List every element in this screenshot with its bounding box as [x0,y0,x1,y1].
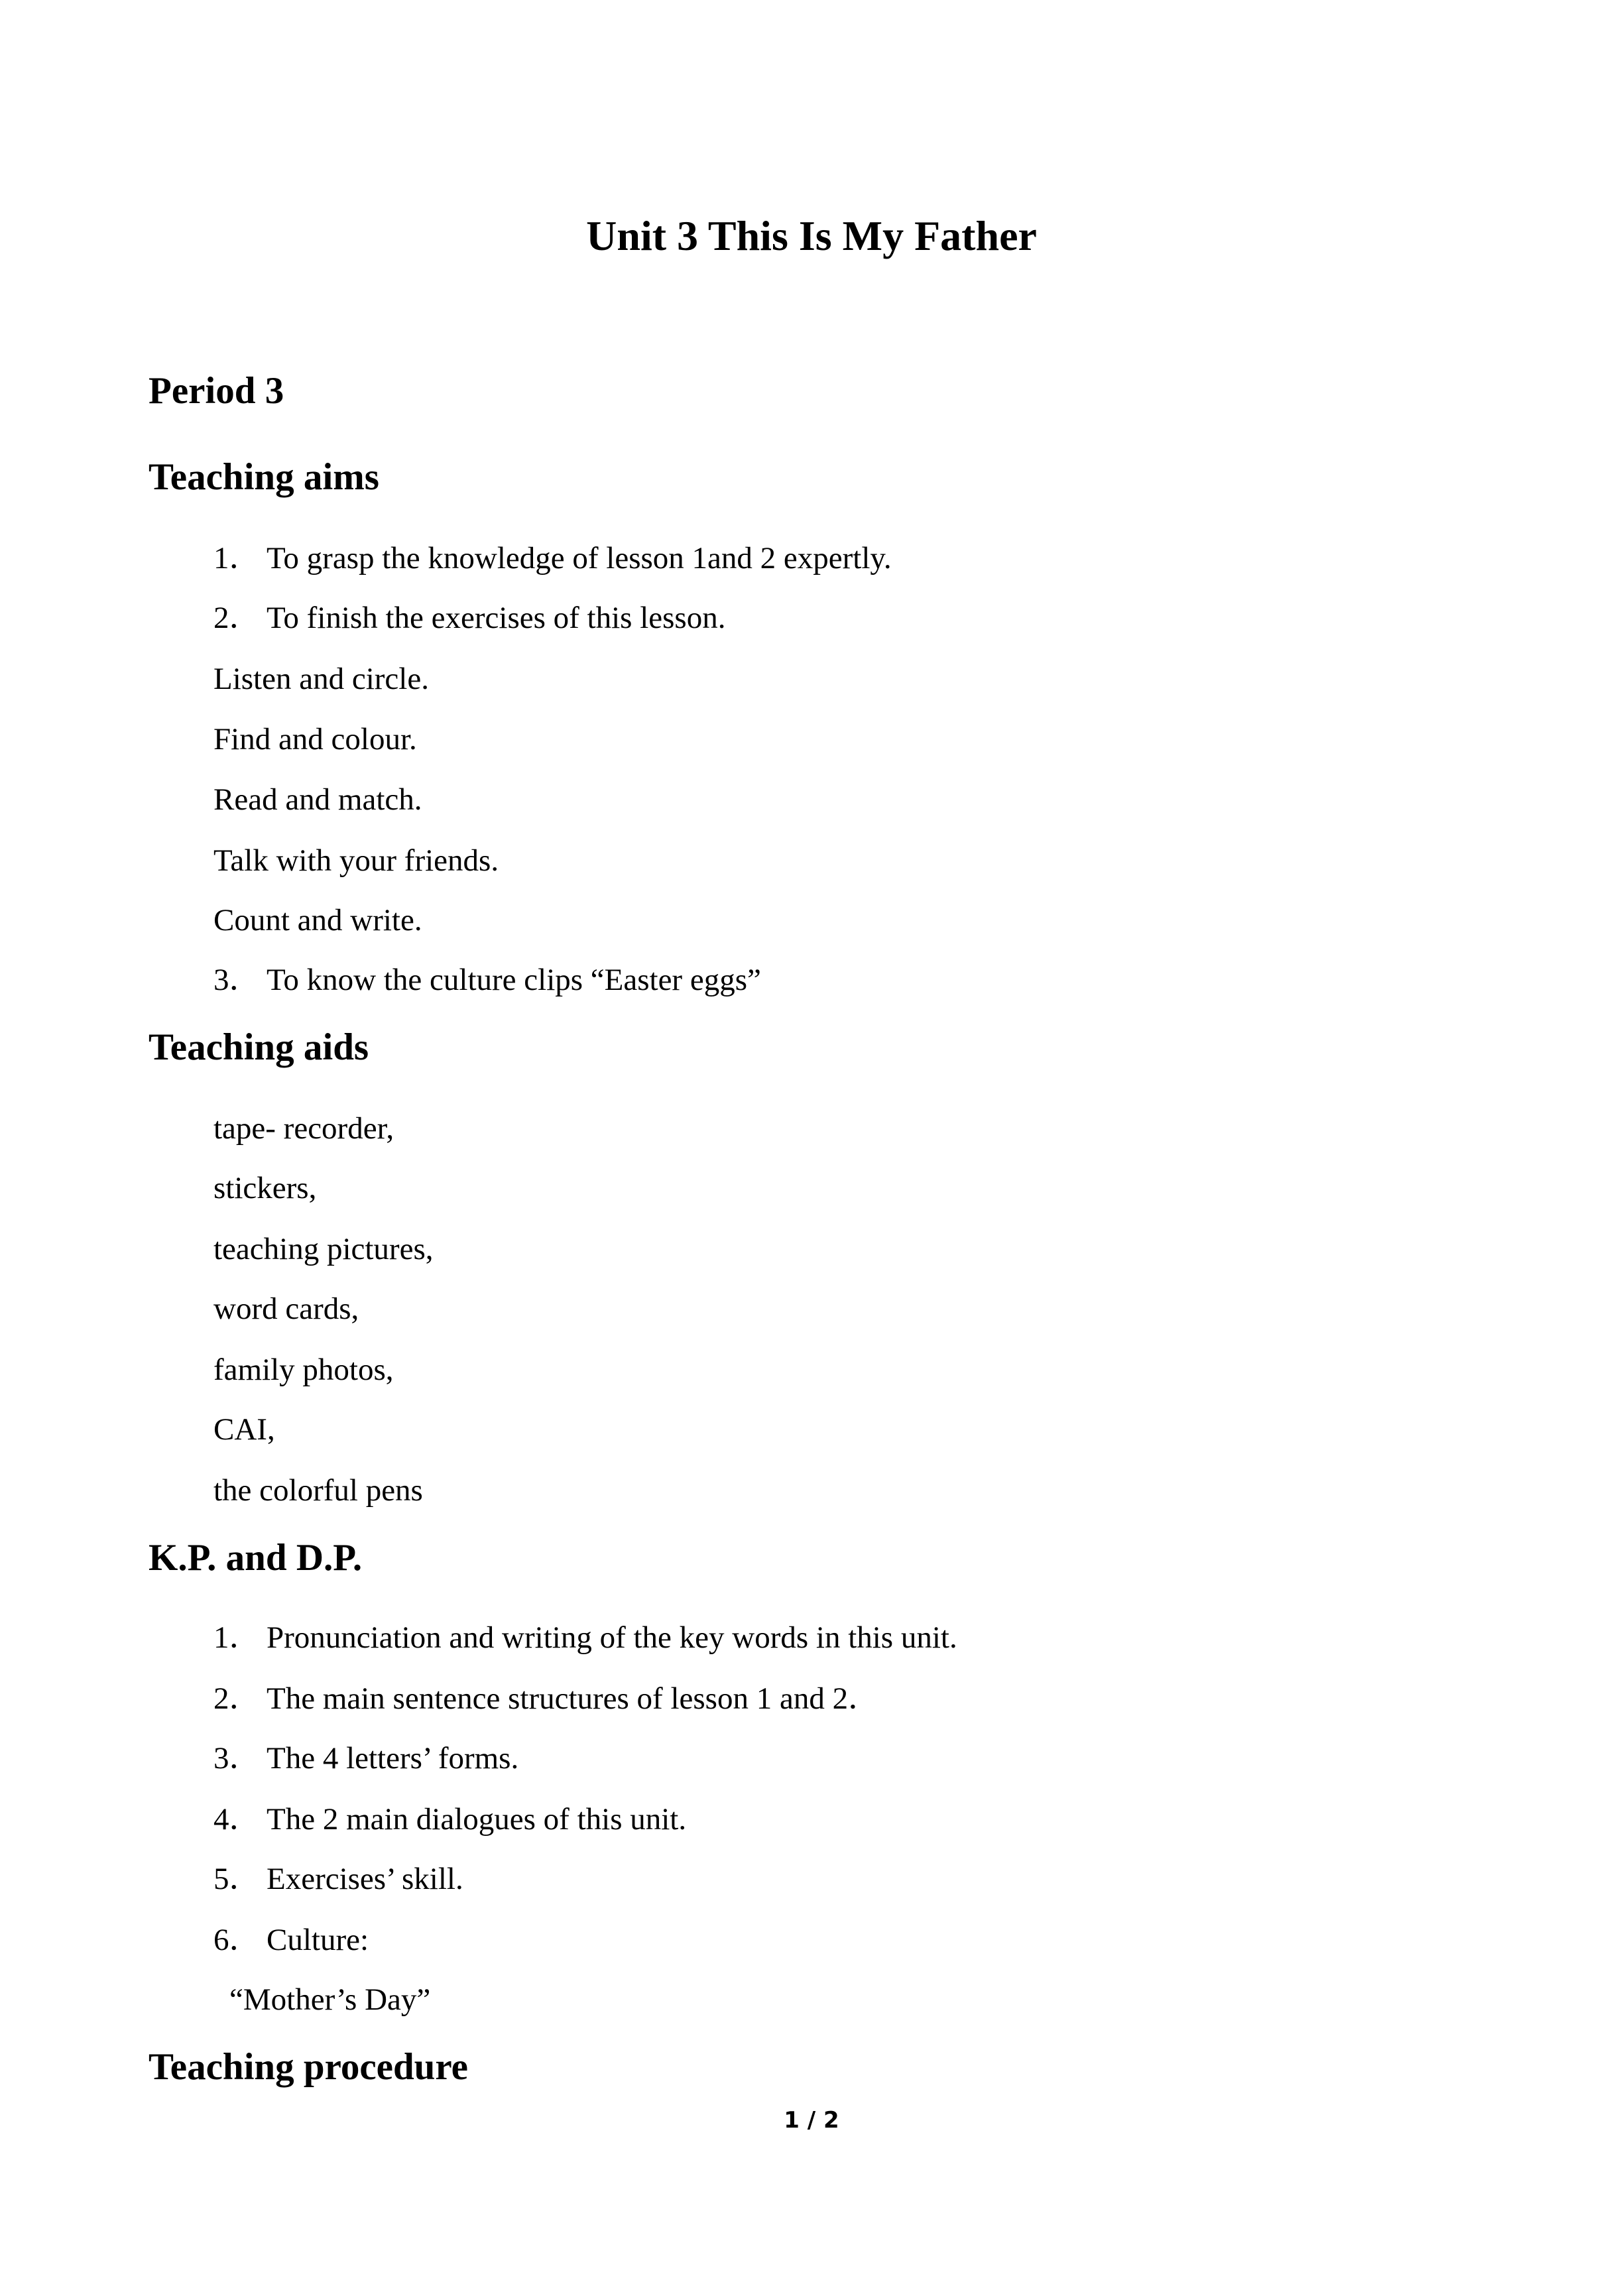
kp-item-number: 5． [213,1862,261,1896]
aims-item-text: To grasp the knowledge of lesson 1and 2 expertly. [267,541,892,575]
teaching-aims-heading: Teaching aims [149,456,379,498]
kp-item-number: 4． [213,1802,261,1837]
aims-item [213,540,892,577]
kp-item-text: The main sentence structures of lesson 1 and 2． [267,1681,880,1716]
page-title: Unit 3 This Is My Father [586,212,1037,259]
kp-item-number: 3． [213,1741,261,1776]
aids-item: family photos, [213,1353,394,1387]
kp-dp-heading: K.P. and D.P. [149,1537,363,1579]
kp-item-number: 6． [213,1923,261,1957]
kp-item-text: The 4 letters’ forms. [267,1741,519,1776]
kp-culture-item: “Mother’s Day” [229,1982,431,2017]
aims-subitem: Read and match. [213,782,422,817]
period-heading: Period 3 [149,370,284,412]
aids-item: word cards, [213,1292,359,1326]
aims-item [213,961,761,998]
aims-item-text: To finish the exercises of this lesson. [267,601,726,635]
page-number: 1 / 2 [784,2107,839,2134]
teaching-aids-heading: Teaching aids [149,1026,369,1068]
kp-item [213,1740,518,1777]
kp-item [213,1801,686,1838]
aims-item [213,599,725,636]
kp-item-number: 1． [213,1620,261,1655]
kp-item-text: Exercises’ skill. [267,1862,463,1896]
kp-item-text: Pronunciation and writing of the key words in this unit. [267,1620,957,1655]
kp-item [213,1921,369,1959]
aims-item-number: 3． [213,963,261,997]
aims-subitem: Count and write. [213,903,422,937]
aims-item-number: 2． [213,601,261,635]
aids-item: tape- recorder, [213,1111,394,1146]
aims-subitem: Talk with your friends. [213,843,499,878]
kp-item-number: 2． [213,1681,261,1716]
aids-item: teaching pictures, [213,1232,434,1266]
aims-subitem: Find and colour. [213,722,417,756]
kp-item-text: The 2 main dialogues of this unit. [267,1802,687,1837]
kp-item [213,1619,957,1656]
kp-item [213,1860,463,1898]
aids-item: the colorful pens [213,1473,423,1508]
aids-item: CAI, [213,1412,275,1447]
aims-item-text: To know the culture clips “Easter eggs” [267,963,761,997]
aids-item: stickers, [213,1171,317,1205]
aims-item-number: 1． [213,541,261,575]
kp-item-text: Culture: [267,1923,369,1957]
aims-subitem: Listen and circle. [213,662,429,696]
kp-item [213,1680,879,1717]
teaching-procedure-heading: Teaching procedure [149,2046,468,2088]
